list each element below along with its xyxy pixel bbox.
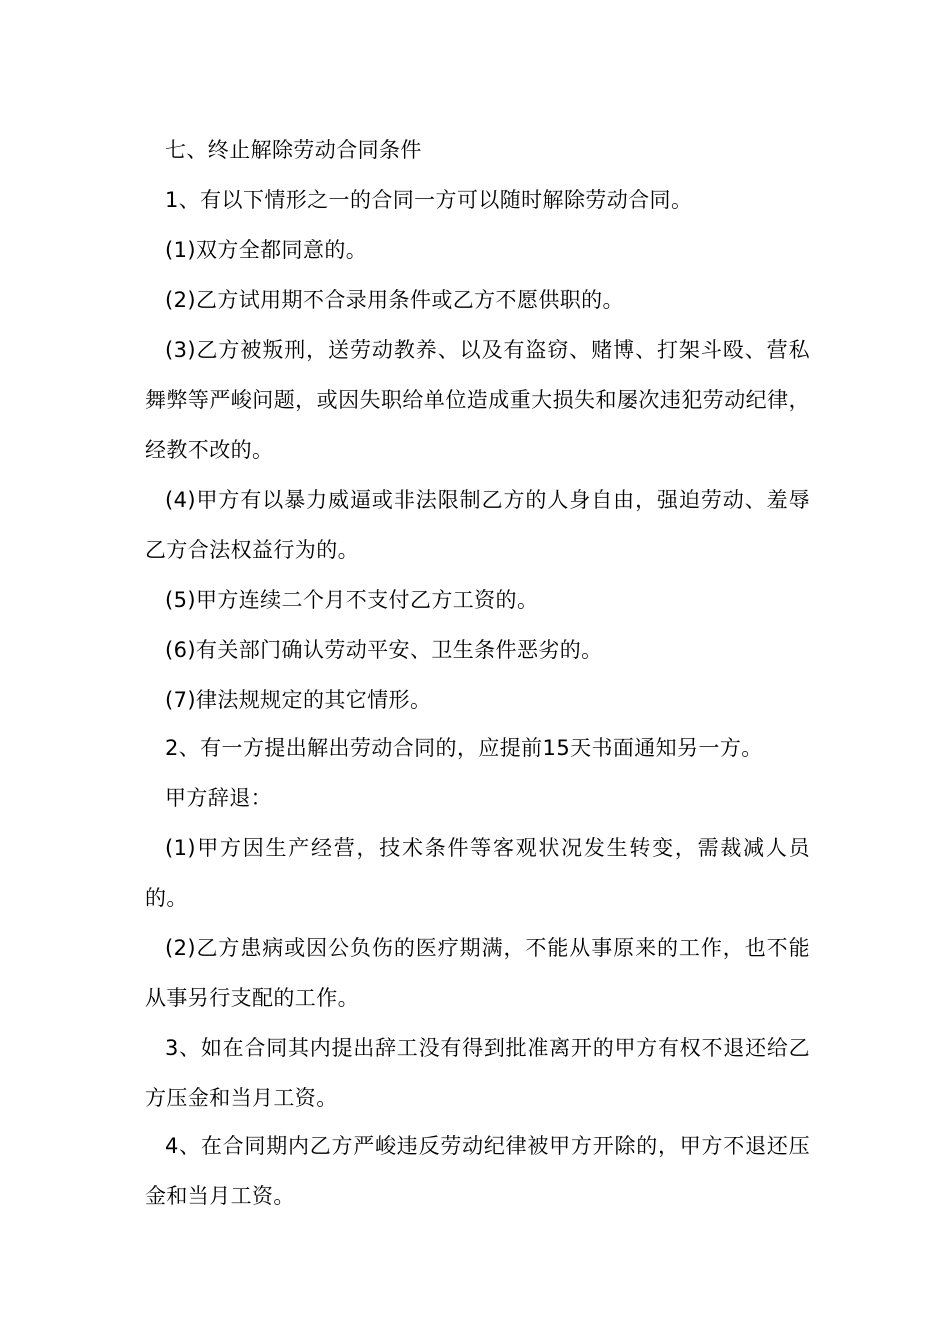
clause-1-item-3: (3)乙方被叛刑，送劳动教养、以及有盗窃、赌博、打架斗殴、营私舞弊等严峻问题，或因失职给单位造成重大损失和屡次违犯劳动纪律，经教不改的。 — [145, 338, 810, 462]
dismissal-item-1: (1)甲方因生产经营，技术条件等客观状况发生转变，需裁减人员的。 — [145, 836, 810, 910]
clause-1-item-1: (1)双方全都同意的。 — [165, 238, 368, 262]
clause-1-item-5: (5)甲方连续二个月不支付乙方工资的。 — [165, 588, 539, 612]
clause-2: 2、有一方提出解出劳动合同的，应提前15天书面通知另一方。 — [165, 736, 763, 760]
clause-1: 1、有以下情形之一的合同一方可以随时解除劳动合同。 — [165, 188, 693, 212]
clause-1-item-7: (7)律法规规定的其它情形。 — [165, 688, 432, 712]
section-heading: 七、终止解除劳动合同条件 — [165, 138, 422, 162]
clause-1-item-4: (4)甲方有以暴力威逼或非法限制乙方的人身自由，强迫劳动、羞辱乙方合法权益行为的。 — [145, 488, 810, 562]
clause-1-item-6: (6)有关部门确认劳动平安、卫生条件恶劣的。 — [165, 638, 603, 662]
dismissal-item-2: (2)乙方患病或因公负伤的医疗期满，不能从事原来的工作，也不能从事另行支配的工作。 — [145, 936, 810, 1010]
clause-1-item-2: (2)乙方试用期不合录用条件或乙方不愿供职的。 — [165, 288, 624, 312]
clause-3: 3、如在合同其内提出辞工没有得到批准离开的甲方有权不退还给乙方压金和当月工资。 — [145, 1036, 810, 1110]
clause-4: 4、在合同期内乙方严峻违反劳动纪律被甲方开除的，甲方不退还压金和当月工资。 — [145, 1134, 810, 1208]
dismissal-heading: 甲方辞退： — [165, 786, 272, 810]
